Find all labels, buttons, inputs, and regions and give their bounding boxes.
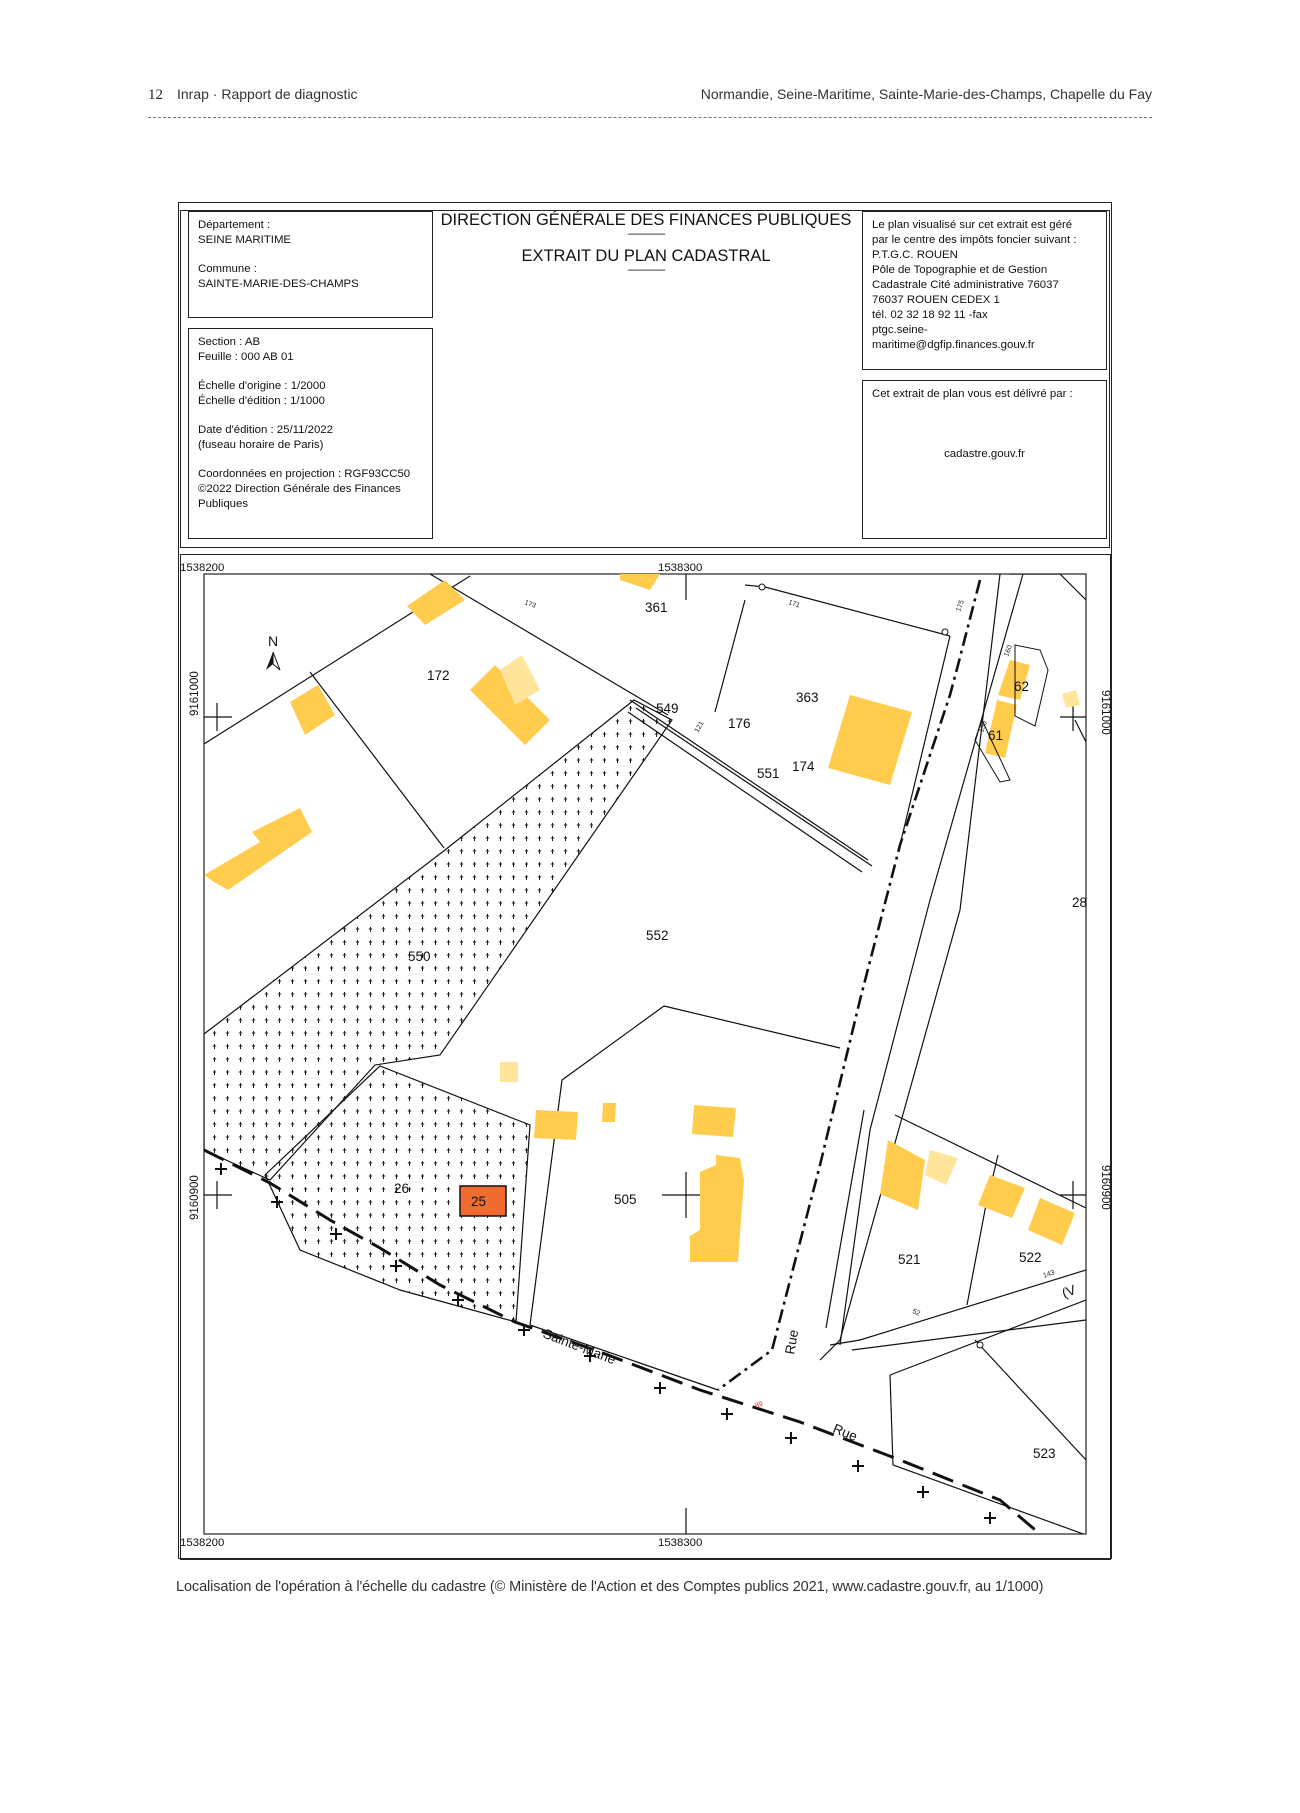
parcel-label-61: 61 bbox=[988, 728, 1004, 743]
delivered-value: cadastre.gouv.fr bbox=[944, 448, 1025, 460]
parcel-label-552: 552 bbox=[646, 928, 669, 943]
parcel-label-522: 522 bbox=[1019, 1250, 1042, 1265]
title-dash-2: ---------------- bbox=[627, 265, 665, 276]
parcel-label-550: 550 bbox=[408, 949, 431, 964]
echelle-origine: Échelle d'origine : 1/2000 bbox=[198, 380, 326, 392]
survey-points bbox=[759, 584, 983, 1348]
report-title: Inrap · Rapport de diagnostic bbox=[177, 86, 358, 102]
coord-x-top-left: 1538200 bbox=[180, 562, 225, 574]
parcel-label-28: 28 bbox=[1072, 895, 1088, 910]
centre-line: Pôle de Topographie et de Gestion bbox=[872, 264, 1048, 276]
small-label: 171 bbox=[787, 599, 801, 610]
north-arrow-icon bbox=[266, 652, 280, 670]
small-label: 121 bbox=[693, 720, 706, 734]
parcel-label-26: 26 bbox=[394, 1181, 410, 1196]
parcel-label-25: 25 bbox=[471, 1194, 487, 1209]
coord-y-right-lower: 9160900 bbox=[1099, 1165, 1111, 1210]
parcel-label-523: 523 bbox=[1033, 1446, 1056, 1461]
parcel-label-521: 521 bbox=[898, 1252, 921, 1267]
date-edition: Date d'édition : 25/11/2022 bbox=[198, 424, 333, 436]
small-label: 143 bbox=[1042, 1269, 1056, 1280]
commune-value: SAINTE-MARIE-DES-CHAMPS bbox=[198, 278, 359, 290]
coord-y-left-lower: 9160900 bbox=[189, 1175, 201, 1220]
small-label: 173 bbox=[523, 599, 537, 610]
page-header-right: Normandie, Seine-Maritime, Sainte-Marie-des-Champs, Chapelle du Fay bbox=[700, 86, 1152, 102]
parcel-label-361: 361 bbox=[645, 600, 668, 615]
title-dash-1: ---------------- bbox=[627, 229, 665, 240]
centre-line: Cadastrale Cité administrative 76037 bbox=[872, 279, 1059, 291]
centre-line: ptgc.seine- bbox=[872, 324, 928, 336]
feuille-value: Feuille : 000 AB 01 bbox=[198, 351, 294, 363]
coord-x-bottom-mid: 1538300 bbox=[658, 1537, 703, 1549]
figure-caption: Localisation de l'opération à l'échelle du cadastre (© Ministère de l'Action et des Comptes publics 2021, www.cadastre.gouv.fr, au 1/1000) bbox=[176, 1579, 1044, 1595]
street-label-rue-vertical: Rue bbox=[782, 1328, 802, 1356]
coord-x-top-mid: 1538300 bbox=[658, 562, 703, 574]
delivered-label: Cet extrait de plan vous est délivré par : bbox=[872, 388, 1073, 400]
parcel-label-174: 174 bbox=[792, 759, 815, 774]
coord-y-right-upper: 9161000 bbox=[1099, 690, 1111, 735]
centre-line: Le plan visualisé sur cet extrait est géré bbox=[872, 219, 1073, 231]
copyright-line-1: ©2022 Direction Générale des Finances bbox=[198, 483, 401, 495]
commune-label: Commune : bbox=[198, 263, 257, 275]
small-label: 175 bbox=[955, 599, 966, 613]
street-label-v: (V bbox=[1059, 1282, 1078, 1301]
centre-line: 76037 ROUEN CEDEX 1 bbox=[872, 294, 1000, 306]
echelle-edition: Échelle d'édition : 1/1000 bbox=[198, 395, 325, 407]
departement-value: SEINE MARITIME bbox=[198, 234, 292, 246]
page-number: 12 bbox=[148, 87, 163, 103]
parcel-label-363: 363 bbox=[796, 690, 819, 705]
street-label-rue: Rue bbox=[830, 1420, 860, 1445]
parcel-label-176: 176 bbox=[728, 716, 751, 731]
centre-line: tél. 02 32 18 92 11 -fax bbox=[872, 309, 988, 321]
departement-label: Département : bbox=[198, 219, 271, 231]
centre-line: P.T.G.C. ROUEN bbox=[872, 249, 958, 261]
parcel-label-549: 549 bbox=[656, 701, 679, 716]
copyright-line-2: Publiques bbox=[198, 498, 249, 510]
fuseau-horaire: (fuseau horaire de Paris) bbox=[198, 439, 324, 451]
section-value: Section : AB bbox=[198, 336, 261, 348]
coordonnees-projection: Coordonnées en projection : RGF93CC50 bbox=[198, 468, 411, 480]
centre-line: par le centre des impôts foncier suivant : bbox=[872, 234, 1077, 246]
centre-email: maritime@dgfip.finances.gouv.fr bbox=[872, 339, 1035, 351]
parcel-label-505: 505 bbox=[614, 1192, 637, 1207]
parcel-label-62: 62 bbox=[1014, 679, 1030, 694]
coord-x-bottom-left: 1538200 bbox=[180, 1537, 225, 1549]
small-label: 52 bbox=[911, 1308, 922, 1318]
parcel-label-551: 551 bbox=[757, 766, 780, 781]
coord-y-left-upper: 9161000 bbox=[189, 671, 201, 716]
small-label: 89 bbox=[754, 1400, 765, 1410]
street-label-sainte-marie: Sainte-Marie bbox=[540, 1325, 618, 1368]
title-extrait: EXTRAIT DU PLAN CADASTRAL bbox=[521, 247, 771, 265]
parcel-label-172: 172 bbox=[427, 668, 450, 683]
north-label: N bbox=[268, 633, 279, 649]
small-label: 160 bbox=[1003, 644, 1014, 658]
small-label: 150 bbox=[978, 720, 989, 734]
small-boundary-labels bbox=[523, 599, 1055, 1410]
title-dgfip: DIRECTION GÉNÉRALE DES FINANCES PUBLIQUES bbox=[440, 211, 852, 229]
